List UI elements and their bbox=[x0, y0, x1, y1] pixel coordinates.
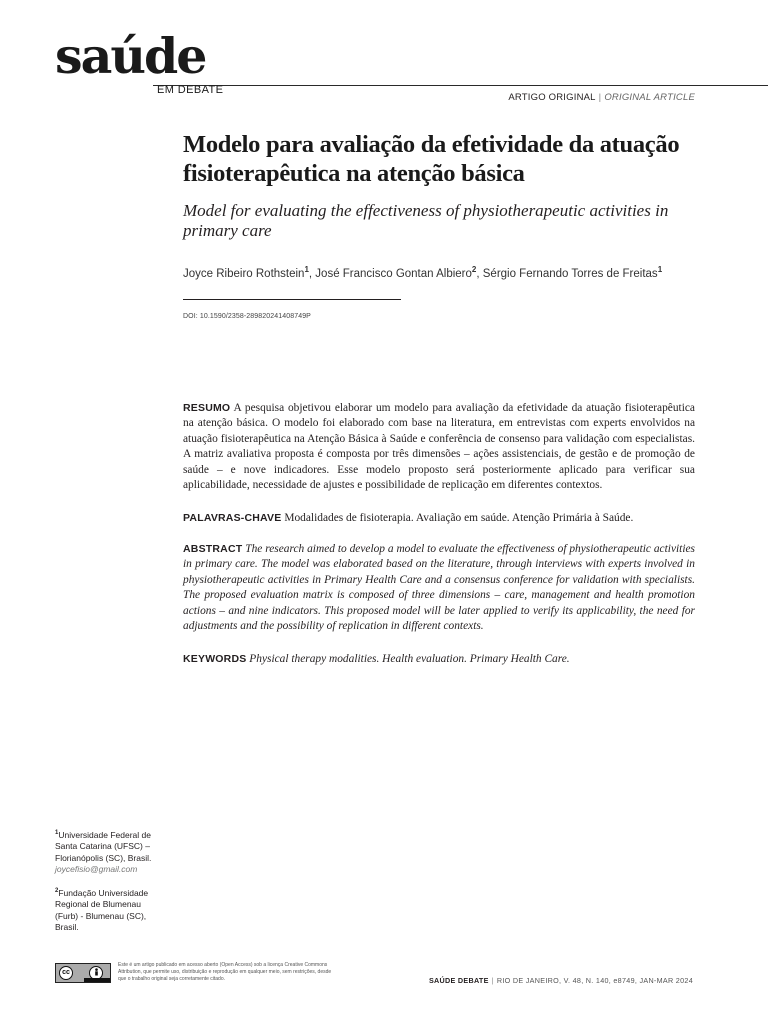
affiliation-text: Universidade Federal de Santa Catarina (UFSC) – Florianópolis (SC), Brasil. bbox=[55, 829, 152, 863]
article-type-pt: ARTIGO ORIGINAL bbox=[508, 92, 596, 103]
cc-icon: cc bbox=[59, 966, 73, 980]
resumo-paragraph bbox=[183, 401, 695, 493]
article-title-english: Model for evaluating the effectiveness of physiotherapeutic activities in primary care bbox=[183, 201, 669, 240]
footer-citation bbox=[429, 976, 693, 985]
abstract-label: ABSTRACT bbox=[183, 543, 243, 555]
doi[interactable]: DOI: 10.1590/2358-289820241408749P bbox=[183, 313, 311, 320]
author-affiliation-mark: 2 bbox=[471, 265, 477, 274]
resumo-label: RESUMO bbox=[183, 402, 231, 414]
author-affiliation-mark: 1 bbox=[304, 265, 309, 274]
resumo-text: A pesquisa objetivou elaborar um modelo para avaliação da efetividade da atuação fisioterapêutica na atenção básica. O modelo foi elaborado com base na literatura, em entrevistas com experts envolvidos na atuação fisioterapêutica na Atenção Básica à Saúde e conferência de consenso para validação com especialistas. A matriz avaliativa proposta é composta por três dimensões – ações assistenciais, de gestão e de promoção de saúde – e nove indicadores. Esse modelo proposto será posteriormente aplicado para verificar sua aplicabilidade, necessidade de ajustes e possibilidade de replicação em diferentes contextos. bbox=[183, 402, 695, 492]
keywords-paragraph bbox=[183, 652, 695, 667]
footer-reference: RIO DE JANEIRO, V. 48, N. 140, e8749, JAN-MAR 2024 bbox=[496, 976, 693, 985]
header-rule bbox=[153, 85, 768, 86]
article-type-separator: | bbox=[598, 92, 602, 103]
affiliation-1 bbox=[55, 828, 155, 876]
author-list bbox=[183, 265, 662, 280]
palavras-chave-text: Modalidades de fisioterapia. Avaliação em saúde. Atenção Primária à Saúde. bbox=[284, 512, 634, 524]
author-name: José Francisco Gontan Albiero bbox=[315, 267, 472, 280]
by-strip bbox=[84, 978, 110, 982]
license-text: Este é um artigo publicado em acesso aberto (Open Access) sob a licença Creative Commons Attribution, que permite uso, distribuição e reprodução em qualquer meio, sem restrições, desde que o trabalho original seja corretamente citado. bbox=[118, 962, 332, 982]
affiliation-2 bbox=[55, 886, 155, 934]
abstract-text: The research aimed to develop a model to evaluate the effectiveness of physiotherapeutic activities in primary care. The model was elaborated based on the literature, through interviews with experts involved in physiotherapeutic activities in Primary Health Care and a consensus conference for validation with specialists. The proposed evaluation matrix is composed of three dimensions – care, management and health promotion actions – and nine indicators. This proposed model will be later applied to verify its applicability, the need for adjustments and the possibility of replication in different contexts. bbox=[183, 543, 695, 633]
article-type-en: ORIGINAL ARTICLE bbox=[604, 92, 695, 103]
author-separator: , bbox=[308, 267, 316, 280]
abstract-paragraph bbox=[183, 542, 695, 634]
journal-logo-subtitle: EM DEBATE bbox=[157, 84, 224, 96]
palavras-chave-label: PALAVRAS-CHAVE bbox=[183, 512, 282, 524]
footer-journal: SAÚDE DEBATE bbox=[428, 976, 489, 985]
author-affiliation-mark: 1 bbox=[657, 265, 663, 274]
affiliation-mark: 1 bbox=[55, 830, 59, 836]
article-type bbox=[508, 92, 695, 103]
author-name: Sérgio Fernando Torres de Freitas bbox=[482, 267, 658, 280]
keywords-text: Physical therapy modalities. Health evaluation. Primary Health Care. bbox=[249, 653, 570, 665]
article-title: Modelo para avaliação da efetividade da atuação fisioterapêutica na atenção básica bbox=[183, 131, 680, 187]
affiliation-mark: 2 bbox=[55, 888, 59, 894]
journal-logo: saúde bbox=[55, 27, 206, 85]
keywords-label: KEYWORDS bbox=[183, 653, 247, 665]
authors-rule bbox=[183, 299, 401, 300]
footer-separator: | bbox=[491, 976, 494, 985]
affiliation-text: Fundação Universidade Regional de Blumenau (Furb) - Blumenau (SC), Brasil. bbox=[55, 887, 149, 933]
palavras-chave-paragraph bbox=[183, 511, 695, 526]
author-name: Joyce Ribeiro Rothstein bbox=[183, 267, 305, 280]
creative-commons-badge[interactable] bbox=[55, 963, 111, 983]
author-separator: , bbox=[476, 267, 483, 280]
affiliation-email[interactable]: joycefisio@gmail.com bbox=[55, 864, 138, 875]
